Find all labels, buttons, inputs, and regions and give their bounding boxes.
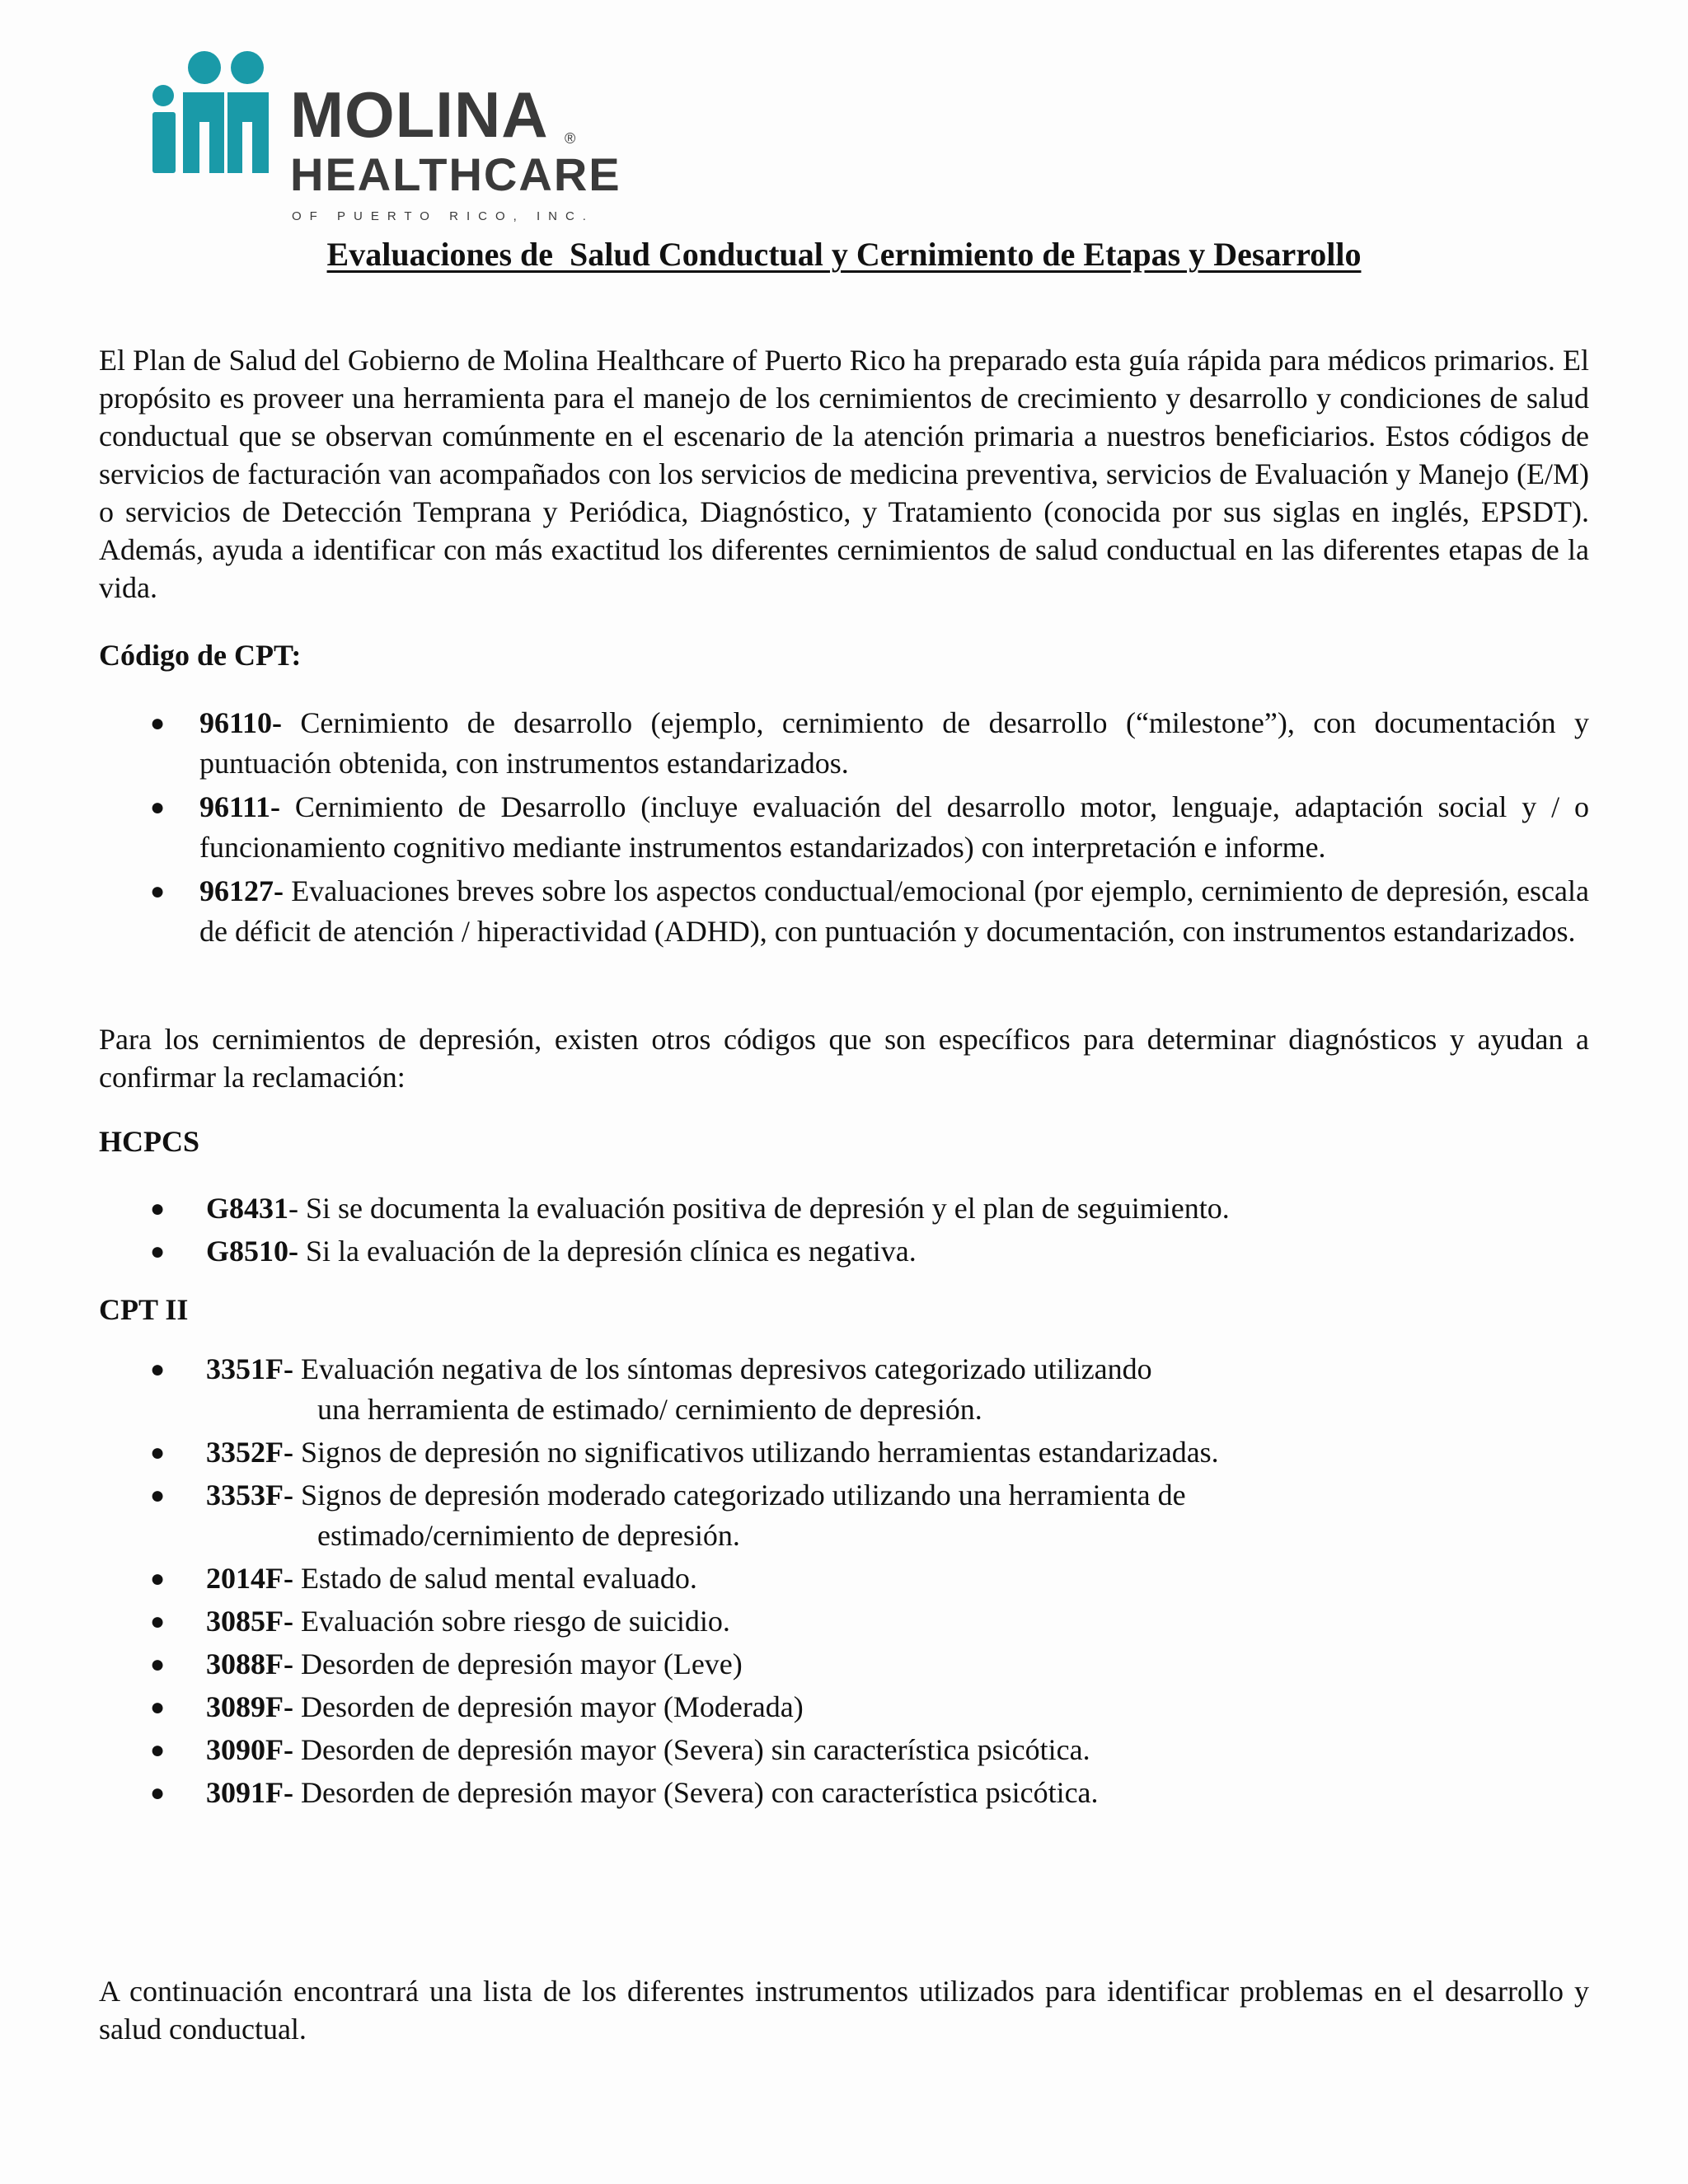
code-description: Desorden de depresión mayor (Moderada) [293, 1690, 804, 1723]
code-description: Cernimiento de Desarrollo (incluye evaluación del desarrollo motor, lenguaje, adaptación social y / o funcionamiento cognitivo mediante instrumentos estandarizados) con interpretación e informe. [199, 790, 1589, 864]
logo-subname: HEALTHCARE [290, 148, 621, 200]
code-description: Evaluación sobre riesgo de suicidio. [293, 1605, 730, 1638]
logo-wordmark [290, 78, 621, 223]
code-label: 3090F- [206, 1733, 293, 1766]
code-description: Evaluaciones breves sobre los aspectos conductual/emocional (por ejemplo, cernimiento de depresión, escala de déficit de atención / hiperactividad (ADHD), con puntuación y documentación, con instrumentos estandarizados. [199, 874, 1589, 948]
list-item [99, 787, 1589, 868]
code-description-continued: estimado/cernimiento de depresión. [317, 1519, 740, 1552]
code-label: 96110- [199, 706, 283, 739]
closing-paragraph: A continuación encontrará una lista de los diferentes instrumentos utilizados para identificar problemas en el desarrollo y salud conductual. [99, 1975, 1589, 2046]
code-label: 3351F- [206, 1352, 293, 1385]
bullet-icon: ● [150, 1694, 166, 1721]
bullet-icon: ● [150, 1439, 166, 1466]
list-item [99, 1349, 1589, 1430]
bullet-icon: ● [150, 1779, 166, 1807]
code-label: 3091F- [206, 1776, 293, 1809]
code-description-continued: una herramienta de estimado/ cernimiento de depresión. [317, 1393, 982, 1426]
code-label: 3352F- [206, 1436, 293, 1469]
code-description: Signos de depresión moderado categorizado utilizando una herramienta de [293, 1479, 1186, 1511]
code-label: 2014F- [206, 1562, 293, 1595]
code-label: G8431 [206, 1192, 289, 1225]
hcpcs-heading: HCPCS [99, 1125, 200, 1158]
code-label: G8510- [206, 1235, 298, 1268]
intro-paragraph: El Plan de Salud del Gobierno de Molina Healthcare of Puerto Rico ha preparado esta guía rápida para médicos primarios. El propósito es proveer una herramienta para el manejo de los cernimientos de crecimiento y desarrollo y condiciones de salud conductual que se observan comúnmente en el escenario de la atención primaria a nuestros beneficiarios. Estos códigos de servicios de facturación van acompañados con los servicios de medicina preventiva, servicios de Evaluación y Manejo (E/M) o servicios de Detección Temprana y Periódica, Diagnóstico, y Tratamiento (conocida por sus siglas en inglés, EPSDT). Además, ayuda a identificar con más exactitud los diferentes cernimientos de salud conductual en las diferentes etapas de la vida. [99, 344, 1589, 604]
list-item [99, 1773, 1589, 1813]
code-description: Si la evaluación de la depresión clínica es negativa. [298, 1235, 917, 1268]
cpt-heading: Código de CPT: [99, 639, 302, 672]
bullet-icon: ● [150, 1195, 166, 1222]
bullet-icon: ● [150, 1565, 166, 1592]
cpt-list [99, 703, 1589, 955]
cpt2-list [99, 1349, 1589, 1816]
code-description: Evaluación negativa de los síntomas depresivos categorizado utilizando [293, 1352, 1152, 1385]
code-label: 3085F- [206, 1605, 293, 1638]
list-item [99, 1558, 1589, 1599]
code-label: 96127- [199, 874, 284, 907]
depression-intro-paragraph: Para los cernimientos de depresión, existen otros códigos que son específicos para determinar diagnósticos y ayudan a confirmar la reclamación: [99, 1023, 1589, 1094]
list-item [99, 1231, 1589, 1272]
code-description: - Si se documenta la evaluación positiva de depresión y el plan de seguimiento. [288, 1192, 1230, 1225]
page-title: Evaluaciones de Salud Conductual y Cernimiento de Etapas y Desarrollo [326, 236, 1362, 273]
list-item [99, 1475, 1589, 1556]
logo-registered-mark: ® [565, 130, 576, 147]
logo-tagline: OF PUERTO RICO, INC. [292, 209, 594, 223]
molina-logo [145, 46, 621, 223]
code-description: Estado de salud mental evaluado. [293, 1562, 697, 1595]
list-item [99, 1687, 1589, 1727]
molina-people-icon [145, 46, 285, 178]
code-description: Desorden de depresión mayor (Severa) con característica psicótica. [293, 1776, 1099, 1809]
bullet-icon: ● [150, 1238, 166, 1265]
code-description: Cernimiento de desarrollo (ejemplo, cernimiento de desarrollo (“milestone”), con documentación y puntuación obtenida, con instrumentos estandarizados. [199, 706, 1589, 780]
code-label: 3353F- [206, 1479, 293, 1511]
code-description: Signos de depresión no significativos utilizando herramientas estandarizadas. [293, 1436, 1219, 1469]
bullet-icon: ● [150, 794, 166, 821]
list-item [99, 1188, 1589, 1229]
bullet-icon: ● [150, 1736, 166, 1764]
list-item [99, 703, 1589, 784]
code-description: Desorden de depresión mayor (Leve) [293, 1647, 743, 1680]
logo-name: MOLINA [290, 78, 549, 151]
list-item [99, 1432, 1589, 1473]
list-item [99, 1730, 1589, 1770]
code-label: 3088F- [206, 1647, 293, 1680]
bullet-icon: ● [150, 1651, 166, 1678]
list-item [99, 1601, 1589, 1642]
bullet-icon: ● [150, 878, 166, 905]
bullet-icon: ● [150, 1608, 166, 1635]
list-item [99, 1644, 1589, 1685]
list-item [99, 871, 1589, 952]
cpt2-heading: CPT II [99, 1293, 189, 1326]
bullet-icon: ● [150, 710, 166, 737]
code-description: Desorden de depresión mayor (Severa) sin característica psicótica. [293, 1733, 1090, 1766]
hcpcs-list [99, 1188, 1589, 1274]
code-label: 3089F- [206, 1690, 293, 1723]
bullet-icon: ● [150, 1482, 166, 1509]
code-label: 96111- [199, 790, 281, 823]
bullet-icon: ● [150, 1356, 166, 1383]
